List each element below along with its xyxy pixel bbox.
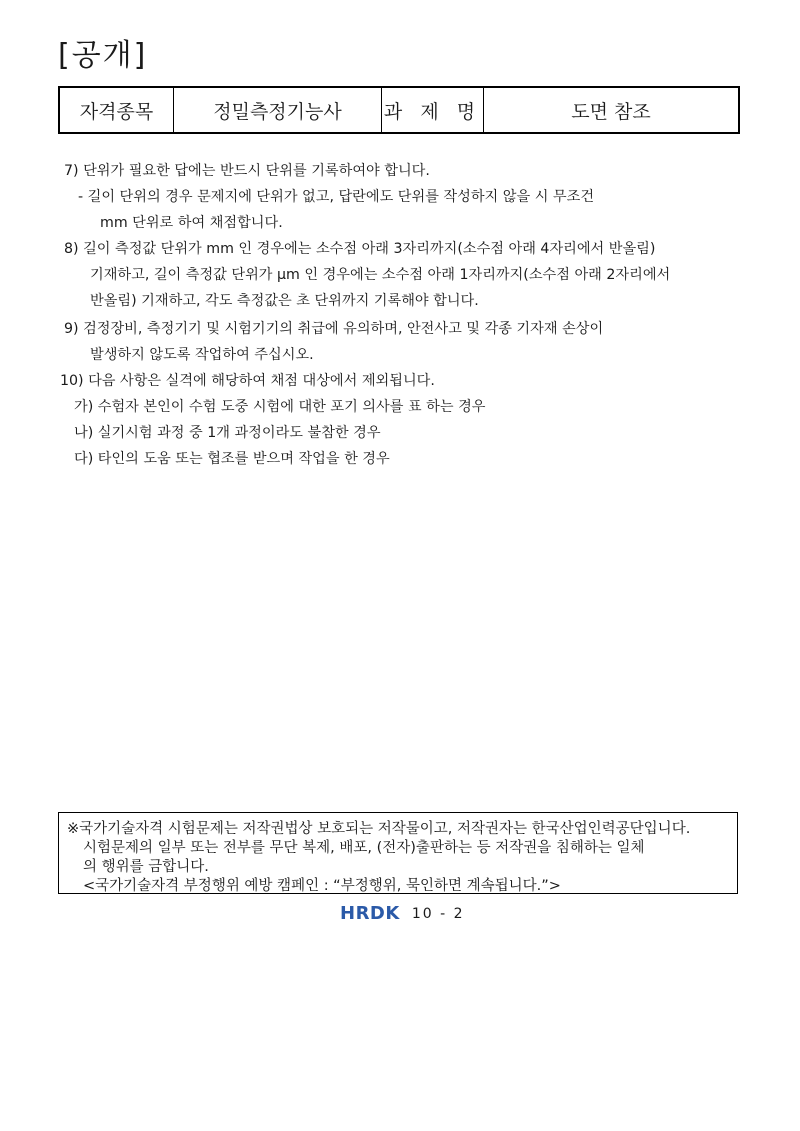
instruction-line: 발생하지 않도록 작업하여 주십시오.: [90, 347, 314, 363]
notice-line: ※국가기술자격 시험문제는 저작권법상 보호되는 저작물이고, 저작권자는 한국산업인력공단입니다.: [67, 821, 691, 837]
label-subject: 자격종목: [60, 88, 174, 132]
instruction-line: 기재하고, 길이 측정값 단위가 μm 인 경우에는 소수점 아래 1자리까지(소수점 아래 2자리에서: [90, 267, 671, 283]
instruction-line: 8) 길이 측정값 단위가 mm 인 경우에는 소수점 아래 3자리까지(소수점 아래 4자리에서 반올림): [64, 241, 656, 257]
page-footer: [340, 903, 465, 924]
copyright-notice: [58, 812, 738, 894]
public-stamp: [공개]: [58, 38, 148, 73]
instruction-line: - 길이 단위의 경우 문제지에 단위가 없고, 답란에도 단위를 작성하지 않을 시 무조건: [78, 189, 595, 205]
page-number: 10 - 2: [411, 905, 465, 922]
task-value: 도면 참조: [571, 100, 651, 123]
instruction-line: 가) 수험자 본인이 수험 도중 시험에 대한 포기 의사를 표 하는 경우: [74, 399, 486, 415]
notice-line: 시험문제의 일부 또는 전부를 무단 복제, 배포, (전자)출판하는 등 저작권을 침해하는 일체: [83, 840, 645, 856]
instruction-line: 반올림) 기재하고, 각도 측정값은 초 단위까지 기록해야 합니다.: [90, 293, 479, 309]
label-task: 과 제 명: [382, 88, 484, 132]
subject-value: 정밀측정기능사: [174, 88, 382, 132]
instruction-line: 다) 타인의 도움 또는 협조를 받으며 작업을 한 경우: [74, 451, 390, 467]
instruction-line: 7) 단위가 필요한 답에는 반드시 단위를 기록하여야 합니다.: [64, 163, 430, 179]
notice-line: <국가기술자격 부정행위 예방 캠페인 : “부정행위, 묵인하면 계속됩니다.”>: [83, 878, 561, 894]
instruction-line: 10) 다음 사항은 실격에 해당하여 채점 대상에서 제외됩니다.: [60, 373, 435, 389]
instruction-line: mm 단위로 하여 채점합니다.: [100, 215, 283, 231]
notice-line: 의 행위를 금합니다.: [83, 859, 209, 875]
hrdk-logo: HRDK: [340, 903, 400, 924]
info-table: [58, 86, 740, 134]
instruction-line: 나) 실기시험 과정 중 1개 과정이라도 불참한 경우: [74, 425, 381, 441]
instruction-line: 9) 검정장비, 측정기기 및 시험기기의 취급에 유의하며, 안전사고 및 각종 기자재 손상이: [64, 321, 604, 337]
